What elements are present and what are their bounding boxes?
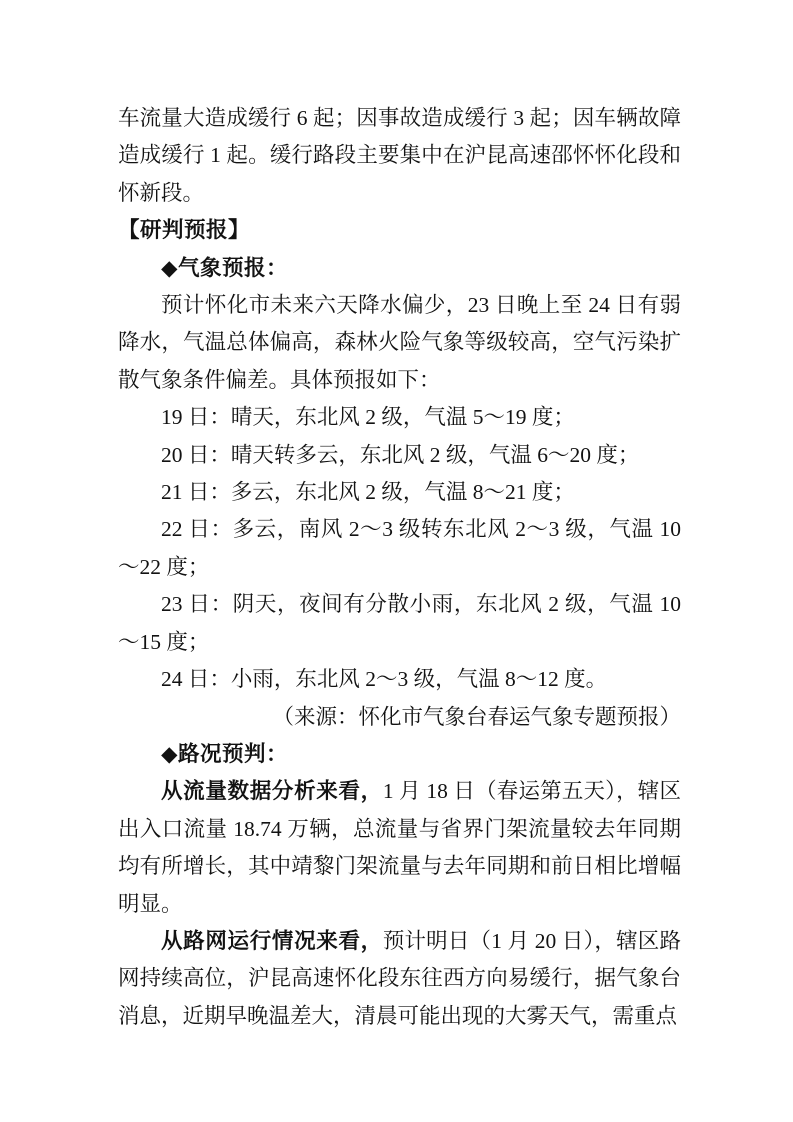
road-network-text: 预计明日（1 月 20 日），辖区路网持续高位，沪昆高速怀化段东往西方向易缓行，据气象台消息，近期早晚温差大，清晨可能出现的大雾天气，需重点 [118,928,681,1028]
subheading-road-condition: ◆路况预判： [161,741,289,766]
forecast-line-day19: 19 日：晴天，东北风 2 级，气温 5～19 度； [161,405,575,430]
subheading-weather-forecast: ◆气象预报： [161,255,289,280]
paragraph-weather-intro: 预计怀化市未来六天降水偏少，23 日晚上至 24 日有弱降水，气温总体偏高，森林火险气象等级较高，空气污染扩散气象条件偏差。具体预报如下： [118,293,681,392]
paragraph-congestion-summary: 车流量大造成缓行 6 起；因事故造成缓行 3 起；因车辆故障造成缓行 1 起。缓行路段主要集中在沪昆高速邵怀怀化段和怀新段。 [118,106,681,205]
document-content [118,100,681,1035]
traffic-data-lead: 从流量数据分析来看， [161,779,383,804]
forecast-line-day23: 23 日：阴天，夜间有分散小雨，东北风 2 级，气温 10～15 度； [118,592,681,654]
road-network-lead: 从路网运行情况来看， [161,928,383,953]
paragraph-road-network-outlook [118,923,681,1035]
paragraph-traffic-data-analysis [118,773,681,923]
forecast-line-day21: 21 日：多云，东北风 2 级，气温 8～21 度； [161,480,575,505]
forecast-line-day22: 22 日：多云，南风 2～3 级转东北风 2～3 级，气温 10～22 度； [118,517,681,579]
traffic-data-text: 1 月 18 日（春运第五天），辖区出入口流量 18.74 万辆，总流量与省界门架流量较去年同期均有所增长，其中靖黎门架流量与去年同期和前日相比增幅明显。 [118,779,681,916]
forecast-line-day20: 20 日：晴天转多云，东北风 2 级，气温 6～20 度； [161,442,640,467]
source-attribution: （来源：怀化市气象台春运气象专题预报） [272,704,681,729]
section-heading-forecast-analysis: 【研判预报】 [118,218,251,243]
forecast-line-day24: 24 日：小雨，东北风 2～3 级，气温 8～12 度。 [161,667,608,692]
